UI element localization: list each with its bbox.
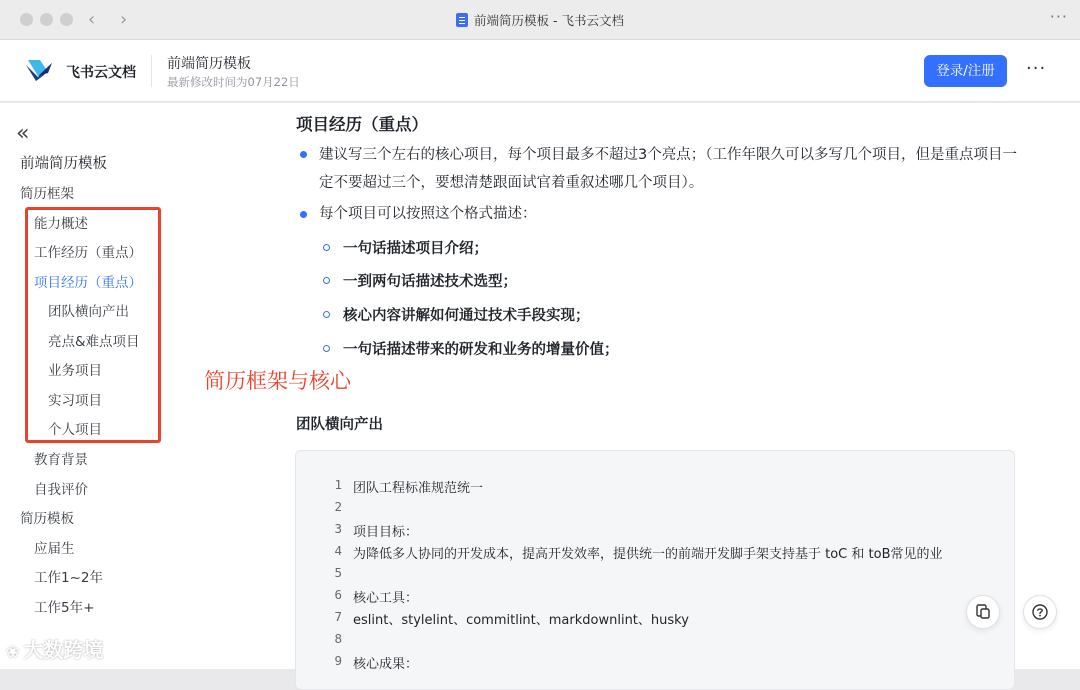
sub-bullet-text: 核心内容讲解如何通过技术手段实现； xyxy=(343,308,590,324)
code-line: 2 xyxy=(334,499,342,514)
annotation-highlight-box xyxy=(25,207,161,443)
section-heading: 项目经历（重点） xyxy=(296,115,428,134)
copy-link-button[interactable] xyxy=(966,595,1000,629)
sub-bullet-text: 一到两句话描述技术选型； xyxy=(343,274,517,290)
help-button[interactable] xyxy=(1023,595,1057,629)
doc-title: 前端简历模板 xyxy=(167,56,251,72)
sub-bullet-text: 一句话描述带来的研发和业务的增量价值； xyxy=(343,342,619,358)
collapse-sidebar-icon[interactable]: « xyxy=(16,121,30,146)
toc-item-5-years[interactable]: 工作5年+ xyxy=(34,600,95,616)
copy-icon xyxy=(976,604,990,619)
toc-item-ability[interactable]: 能力概述 xyxy=(34,216,88,232)
window-titlebar xyxy=(0,0,1080,40)
code-line: 9 核心成果： xyxy=(334,653,419,672)
toc-item-project-experience[interactable]: 项目经历（重点） xyxy=(34,275,142,291)
bullet-dot xyxy=(300,151,307,158)
sub-bullet-ring xyxy=(323,244,330,251)
bullet-text: 建议写三个左右的核心项目，每个项目最多不超过3个亮点；（工作年限久可以多写几个项目，但是重点项目一定不要超过三个，要想清楚跟面试官着重叙述哪几个项目）。 xyxy=(319,147,1017,191)
sub-bullet-ring xyxy=(323,277,330,284)
app-header xyxy=(0,40,1080,102)
annotation-label: 简历框架与核心 xyxy=(204,369,351,393)
code-block[interactable] xyxy=(295,450,1015,690)
toc-item-business[interactable]: 业务项目 xyxy=(48,363,102,379)
back-arrow-icon[interactable]: ‹ xyxy=(88,9,96,30)
toc-item-framework[interactable]: 简历框架 xyxy=(20,186,74,202)
toc-item-personal[interactable]: 个人项目 xyxy=(48,422,102,438)
sub-bullet-ring xyxy=(323,311,330,318)
code-line: 6 核心工具： xyxy=(334,587,419,606)
doc-last-modified: 最新修改时间为07月22日 xyxy=(167,75,300,89)
more-options-icon[interactable]: ··· xyxy=(1026,58,1047,79)
bullet-text: 每个项目可以按照这个格式描述： xyxy=(319,206,537,222)
code-line: 8 xyxy=(334,631,342,646)
toc-item-graduate[interactable]: 应届生 xyxy=(34,541,75,557)
toc-item-resume-template[interactable]: 前端简历模板 xyxy=(20,156,107,172)
code-line: 3 项目目标： xyxy=(334,521,419,540)
brand-name[interactable]: 飞书云文档 xyxy=(66,65,136,81)
code-line: 7 eslint、stylelint、commitlint、markdownlint、husky xyxy=(334,609,689,628)
toc-item-1-2-years[interactable]: 工作1~2年 xyxy=(34,570,103,586)
code-line: 4 为降低多人协同的开发成本，提高开发效率，提供统一的前端开发脚手架支持基于 toC 和 toB常见的业 xyxy=(334,543,943,562)
forward-arrow-icon[interactable]: › xyxy=(120,9,128,30)
watermark-icon: ❀ xyxy=(6,642,20,661)
toc-item-highlights[interactable]: 亮点&难点项目 xyxy=(48,334,140,350)
subsection-heading: 团队横向产出 xyxy=(296,417,383,433)
toc-item-internship[interactable]: 实习项目 xyxy=(48,393,102,409)
login-register-button[interactable]: 登录/注册 xyxy=(924,55,1007,87)
bullet-dot xyxy=(300,211,307,218)
toc-item-education[interactable]: 教育背景 xyxy=(34,452,88,468)
toc-item-work-experience[interactable]: 工作经历（重点） xyxy=(34,245,142,261)
toc-sidebar xyxy=(0,103,232,669)
watermark-logo: ❀ 大数跨境 xyxy=(6,638,104,662)
document-icon xyxy=(456,13,468,27)
help-icon xyxy=(1032,604,1048,620)
code-line: 5 xyxy=(334,565,342,580)
toc-item-templates[interactable]: 简历模板 xyxy=(20,511,74,527)
code-line: 1 团队工程标准规范统一 xyxy=(334,477,484,496)
window-more-icon[interactable]: ··· xyxy=(1049,7,1068,26)
sub-bullet-ring xyxy=(323,345,330,352)
header-divider xyxy=(151,55,152,87)
toc-item-self-evaluation[interactable]: 自我评价 xyxy=(34,482,88,498)
sub-bullet-text: 一句话描述项目介绍； xyxy=(343,241,488,257)
toc-item-team-output[interactable]: 团队横向产出 xyxy=(48,304,129,320)
document-body xyxy=(204,103,1080,672)
window-title: 前端简历模板 - 飞书云文档 xyxy=(0,11,1080,29)
feishu-logo-icon xyxy=(24,57,54,83)
